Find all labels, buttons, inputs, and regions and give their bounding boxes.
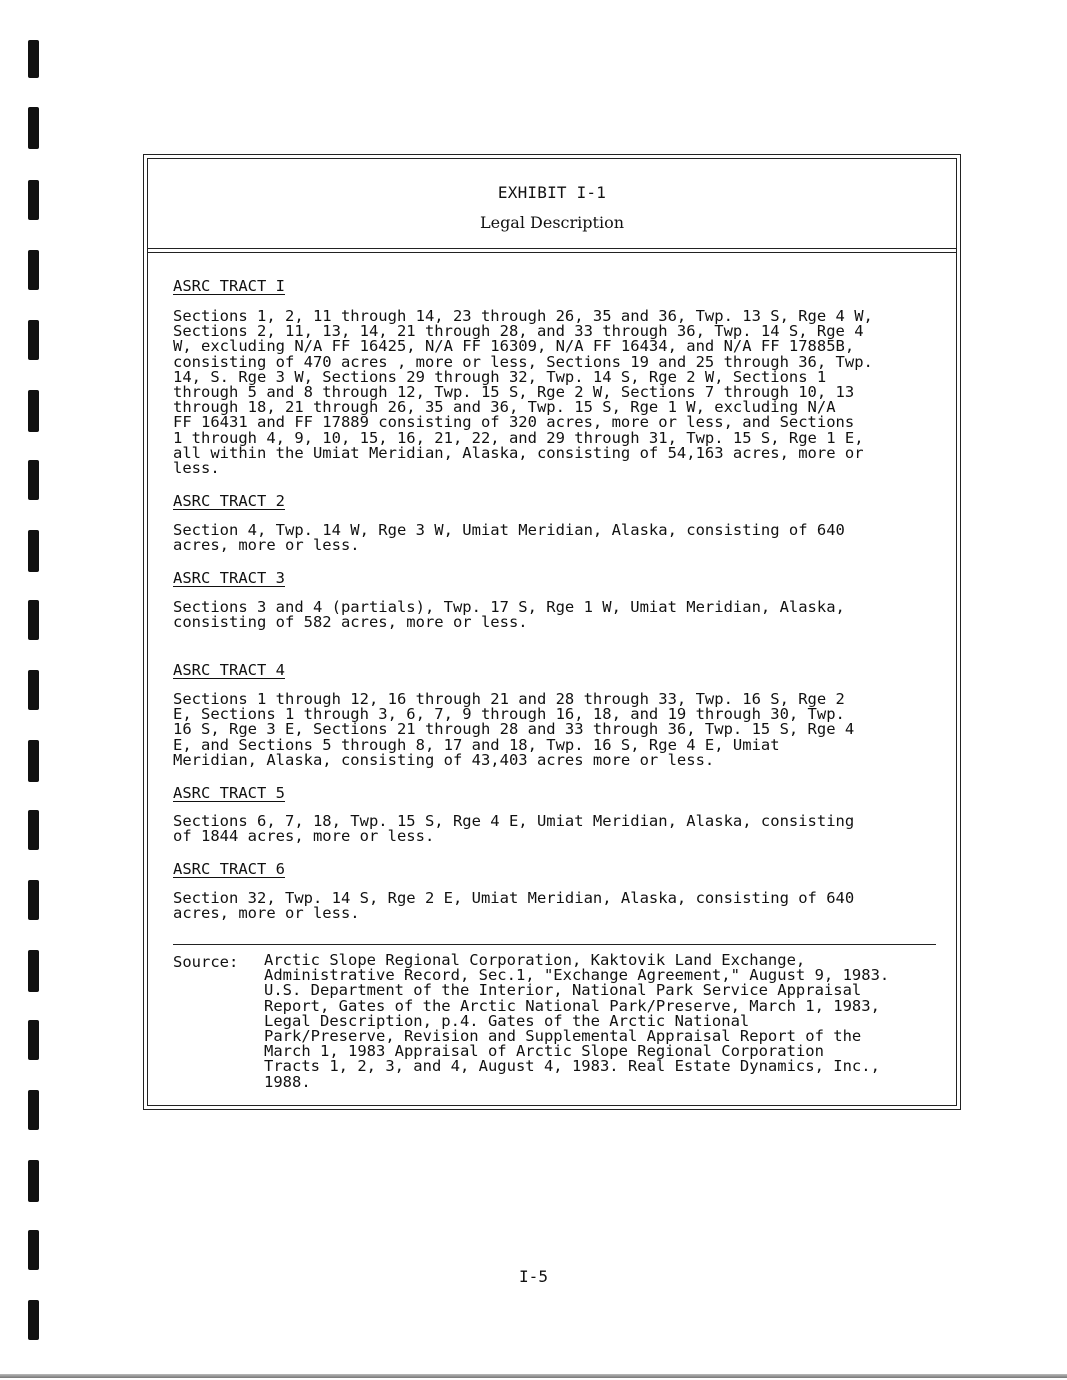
exhibit-frame <box>143 154 961 1110</box>
header-divider <box>148 252 956 253</box>
tract-heading: ASRC TRACT 4 <box>173 661 285 679</box>
binding-mark <box>28 1020 39 1060</box>
binding-mark <box>28 740 39 782</box>
binding-mark <box>28 1300 39 1340</box>
binding-mark <box>28 950 39 992</box>
tract-body: Sections 6, 7, 18, Twp. 15 S, Rge 4 E, Umiat Meridian, Alaska, consisting of 1844 acres, more or less. <box>173 812 855 846</box>
tract-heading: ASRC TRACT 6 <box>173 860 285 878</box>
tract-heading: ASRC TRACT I <box>173 277 285 295</box>
source-text: Arctic Slope Regional Corporation, Kaktovik Land Exchange, Administrative Record, Sec.1, "Exchange Agreement," August 9, 1983. U.S. Department of the Interior, National Park Service Appraisal Report, Gates of the Arctic National Park/Preserve, March 1, 1983, Legal Description, p.4. Gates of the Arctic National Park/Preserve, Revision and Supplemental Appraisal Report of the March 1, 1983 Appraisal of Arctic Slope Regional Corporation Tracts 1, 2, 3, and 4, August 4, 1983. Real Estate Dynamics, Inc., 1988. <box>264 951 890 1091</box>
binding-mark <box>28 880 39 920</box>
exhibit-frame-inner <box>147 158 957 1106</box>
exhibit-subtitle: Legal Description <box>479 213 625 232</box>
binding-mark <box>28 1160 39 1202</box>
binding-mark <box>28 460 39 500</box>
scan-bottom-edge <box>0 1374 1067 1378</box>
binding-mark <box>28 670 39 710</box>
binding-mark <box>28 107 39 149</box>
source-label: Source: <box>173 953 239 971</box>
tract-body: Sections 1 through 12, 16 through 21 and 28 through 33, Twp. 16 S, Rge 2 E, Sections 1 through 3, 6, 7, 9 through 16, 18, and 19 through 30, Twp. 16 S, Rge 3 E, Sections 21 through 28 and 33 through 36, Twp. 15 S, Rge 4 E, and Sections 5 through 8, 17 and 18, Twp. 16 S, Rge 4 E, Umiat Meridian, Alaska, consisting of 43,403 acres more or less. <box>173 690 855 769</box>
tract-body: Section 4, Twp. 14 W, Rge 3 W, Umiat Meridian, Alaska, consisting of 640 acres, more or less. <box>173 521 845 555</box>
page-number: I-5 <box>519 1267 548 1286</box>
binding-mark <box>28 390 39 432</box>
binding-mark <box>28 180 39 220</box>
tract-heading: ASRC TRACT 3 <box>173 569 285 587</box>
binding-mark <box>28 1230 39 1270</box>
tract-body: Sections 1, 2, 11 through 14, 23 through 26, 35 and 36, Twp. 13 S, Rge 4 W, Sections 2, 11, 13, 14, 21 through 28, and 33 through 36, Twp. 14 S, Rge 4 W, excluding N/A FF 16425, N/A FF 16309, N/A FF 16434, and N/A FF 17885B, consisting of 470 acres , more or less, Sections 19 and 25 through 36, Twp. 14, S. Rge 3 W, Sections 29 through 32, Twp. 14 S, Rge 2 W, Sections 1 through 5 and 8 through 12, Twp. 15 S, Rge 2 W, Sections 7 through 10, 13 through 18, 21 through 26, 35 and 36, Twp. 15 S, Rge 1 W, excluding N/A FF 16431 and FF 17889 consisting of 320 acres, more or less, and Sections 1 through 4, 9, 10, 15, 16, 21, 22, and 29 through 31, Twp. 15 S, Rge 1 E, all within the Umiat Meridian, Alaska, consisting of 54,163 acres, more or less. <box>173 307 873 478</box>
binding-mark <box>28 320 39 360</box>
binding-mark <box>28 40 39 78</box>
tract-body: Sections 3 and 4 (partials), Twp. 17 S, Rge 1 W, Umiat Meridian, Alaska, consisting of 582 acres, more or less. <box>173 598 845 632</box>
binding-mark <box>28 530 39 572</box>
binding-mark <box>28 1090 39 1130</box>
tract-heading: ASRC TRACT 5 <box>173 784 285 802</box>
source-divider <box>173 944 936 945</box>
binding-mark <box>28 250 39 290</box>
exhibit-title: EXHIBIT I-1 <box>497 183 607 202</box>
tract-heading: ASRC TRACT 2 <box>173 492 285 510</box>
binding-mark <box>28 810 39 850</box>
binding-mark <box>28 600 39 640</box>
exhibit-header <box>148 159 956 249</box>
tract-body: Section 32, Twp. 14 S, Rge 2 E, Umiat Meridian, Alaska, consisting of 640 acres, more or less. <box>173 889 855 923</box>
